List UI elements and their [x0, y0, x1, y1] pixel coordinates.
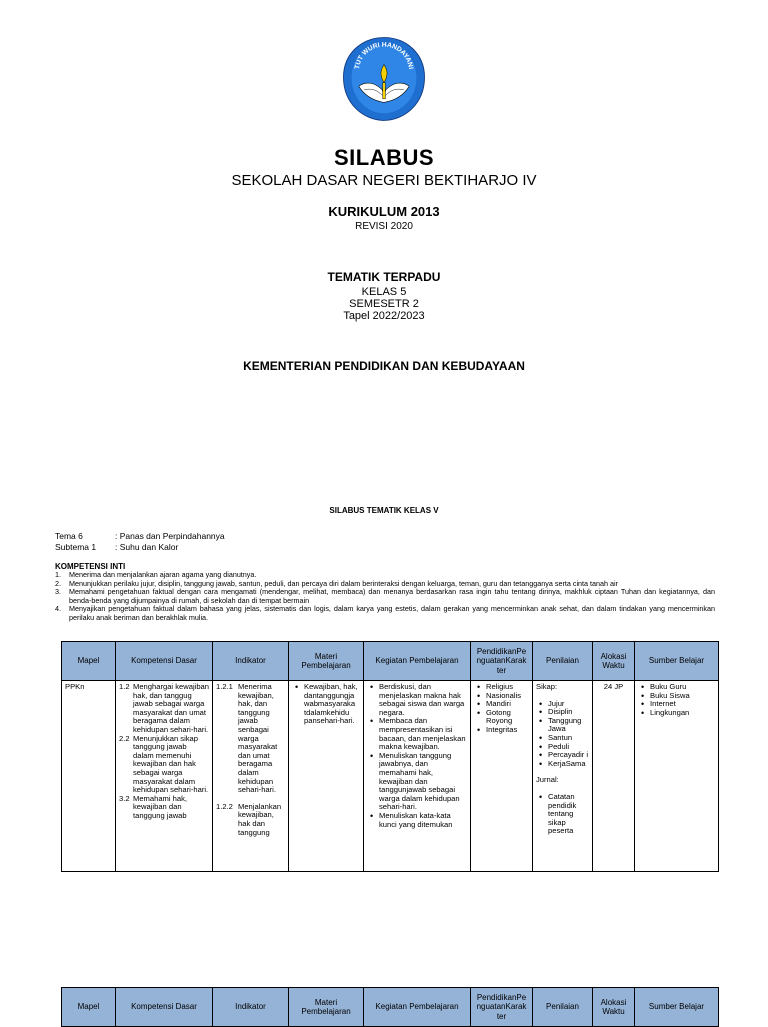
cell-alokasi: 24 JP: [593, 681, 635, 872]
col-header-sumber: Sumber Belajar: [635, 988, 719, 1027]
syllabus-title: SILABUS TEMATIK KELAS V: [329, 506, 439, 515]
sumber-item: • Buku Siswa: [650, 692, 715, 701]
cell-penilaian: [533, 681, 593, 872]
subtema-value: : Suhu dan Kalor: [115, 542, 179, 552]
col-header-indikator: Indikator: [213, 642, 289, 681]
penilaian-item: • Percayadir i: [548, 751, 589, 760]
cell-indikator: [213, 681, 289, 872]
sumber-item: • Internet: [650, 700, 715, 709]
cell-mapel: PPKn: [62, 681, 116, 872]
kompetensi-inti-list: [55, 571, 715, 623]
table-row: [62, 681, 719, 872]
ki-item: 4. Menyajikan pengetahuan faktual dalam bahasa yang jelas, sistematis dan logis, dalam karya yang estetis, dalam gerakan yang mencerminkan anak sehat, dan dalam tindakan yang mencerminkan perilaku anak beriman dan berakhlak mulia.: [55, 604, 715, 622]
table-header-row: [62, 642, 719, 681]
indikator-item: 1.2.2 Menjalankan kewajiban, hak dan tanggung: [216, 801, 282, 837]
karakter-item: • Integritas: [486, 726, 529, 735]
col-header-penilaian: Penilaian: [533, 988, 593, 1027]
school-year: Tapel 2022/2023: [343, 310, 425, 322]
col-header-kegiatan: Kegiatan Pembelajaran: [364, 642, 471, 681]
curriculum: KURIKULUM 2013: [328, 204, 440, 219]
kd-item: 3.2 Memahami hak, kewajiban dan tanggung jawab: [119, 793, 188, 820]
karakter-item: • Nasionalis: [486, 692, 529, 701]
penilaian-item: • Disiplin: [548, 708, 589, 717]
penilaian-item: • Santun: [548, 734, 589, 743]
ministry-name: KEMENTERIAN PENDIDIKAN DAN KEBUDAYAAN: [243, 359, 525, 373]
cover-title: SILABUS: [333, 145, 435, 170]
cell-karakter: [471, 681, 533, 872]
kegiatan-item: • Menuliskan kata-kata kunci yang ditemukan: [379, 812, 467, 829]
kegiatan-item: • Berdiskusi, dan menjelaskan makna hak sebagai siswa dan warga negara.: [379, 683, 467, 717]
syllabus-table-next-page: [61, 987, 719, 1027]
col-header-mapel: Mapel: [62, 988, 116, 1027]
cell-kegiatan: [364, 681, 471, 872]
school-name: SEKOLAH DASAR NEGERI BEKTIHARJO IV: [231, 172, 537, 189]
penilaian-item: • Tanggung Jawa: [548, 717, 589, 734]
ki-item: 3. Memahami pengetahuan faktual dengan cara mengamati (mendengar, melihat, membaca) dan menanya berdasarkan rasa ingin tahu tentang dirinya, makhluk ciptaan Tuhan dan kegiatannya, dan benda-benda yang dijumpainya di rumah, di sekolah dan di tempat bermain: [55, 587, 715, 605]
cell-materi: [289, 681, 364, 872]
kompetensi-inti-heading: KOMPETENSI INTI: [55, 562, 126, 571]
karakter-item: • Mandiri: [486, 700, 529, 709]
col-header-sumber: Sumber Belajar: [635, 642, 719, 681]
ki-item: 2. Menunjukkan perilaku jujur, disiplin, tanggung jawab, santun, peduli, dan percaya diri dalam berinteraksi dengan keluarga, teman, guru dan tetangganya serta cinta tanah air: [55, 578, 618, 588]
penilaian-sikap-label: Sikap:: [536, 683, 558, 691]
col-header-alokasi: Alokasi Waktu: [593, 988, 635, 1027]
kegiatan-item: • Menuliskan tanggung jawabnya, dan memahami hak, kewajiban dan tanggunjawab sebagai warga dalam kehidupan sehari-hari.: [379, 752, 467, 812]
kegiatan-item: • Membaca dan mempresentasikan isi bacaan, dan menjelaskan makna kewajiban.: [379, 717, 467, 751]
karakter-item: • Religius: [486, 683, 529, 692]
kd-item: 1.2 Menghargai kewajiban hak, dan tanggug jawab sebagai warga masyarakat dan umat beragama dalam kehidupan sehari-hari.: [119, 683, 209, 734]
penilaian-item: • Jujur: [548, 700, 589, 709]
syllabus-table: [61, 641, 719, 872]
cell-sumber: [635, 681, 719, 872]
penilaian-item: • KerjaSama: [548, 760, 589, 769]
karakter-item: • Gotong Royong: [486, 709, 529, 726]
tema-value: : Panas dan Perpindahannya: [115, 531, 225, 541]
col-header-penilaian: Penilaian: [533, 642, 593, 681]
col-header-alokasi: Alokasi Waktu: [593, 642, 635, 681]
penilaian-jurnal-item: • Catatan pendidik tentang sikap peserta: [548, 793, 589, 836]
col-header-materi: Materi Pembelajaran: [289, 642, 364, 681]
semester-label: SEMESETR 2: [349, 298, 419, 310]
subject-title: TEMATIK TERPADU: [327, 270, 441, 284]
subtema-label: Subtema 1: [55, 542, 97, 552]
col-header-materi: Materi Pembelajaran: [289, 988, 364, 1027]
col-header-kd: Kompetensi Dasar: [116, 988, 213, 1027]
col-header-karakter: PendidikanPe nguatanKarak ter: [471, 642, 533, 681]
theme-info: [55, 531, 355, 555]
class-label: KELAS 5: [361, 286, 407, 298]
col-header-indikator: Indikator: [213, 988, 289, 1027]
col-header-mapel: Mapel: [62, 642, 116, 681]
indikator-item: 1.2.1 Menerima kewajiban, hak, dan tanggung jawab senbagai warga masyarakat dan umat beragama dalam kehidupan sehari-hari.: [216, 683, 278, 795]
revision: REVISI 2020: [355, 221, 413, 232]
sumber-item: • Buku Guru: [650, 683, 715, 692]
col-header-kd: Kompetensi Dasar: [116, 642, 213, 681]
penilaian-jurnal-label: Jurnal:: [536, 775, 559, 785]
col-header-karakter: PendidikanPe nguatanKarak ter: [471, 988, 533, 1027]
tema-label: Tema 6: [55, 531, 83, 541]
cell-kd: [116, 681, 213, 872]
table-header-row: [62, 988, 719, 1027]
materi-item: • Kewajiban, hak, dantanggungja wabmasyaraka tdalamkehidu pansehari-hari.: [304, 683, 360, 726]
kd-item: 2.2 Menunjukkan sikap tanggung jawab dalam memenuhi kewajiban dan hak sebagai warga masyarakat dalam kehidupan sehari-hari.: [119, 733, 209, 795]
tut-wuri-handayani-logo-icon: [339, 34, 429, 124]
logo-motto: TUT WURI HANDAYANI: [353, 41, 415, 70]
penilaian-item: • Peduli: [548, 743, 589, 752]
ki-item: 1. Menerima dan menjalankan ajaran agama yang dianutnya.: [55, 570, 257, 579]
col-header-kegiatan: Kegiatan Pembelajaran: [364, 988, 471, 1027]
sumber-item: • Lingkungan: [650, 709, 715, 718]
